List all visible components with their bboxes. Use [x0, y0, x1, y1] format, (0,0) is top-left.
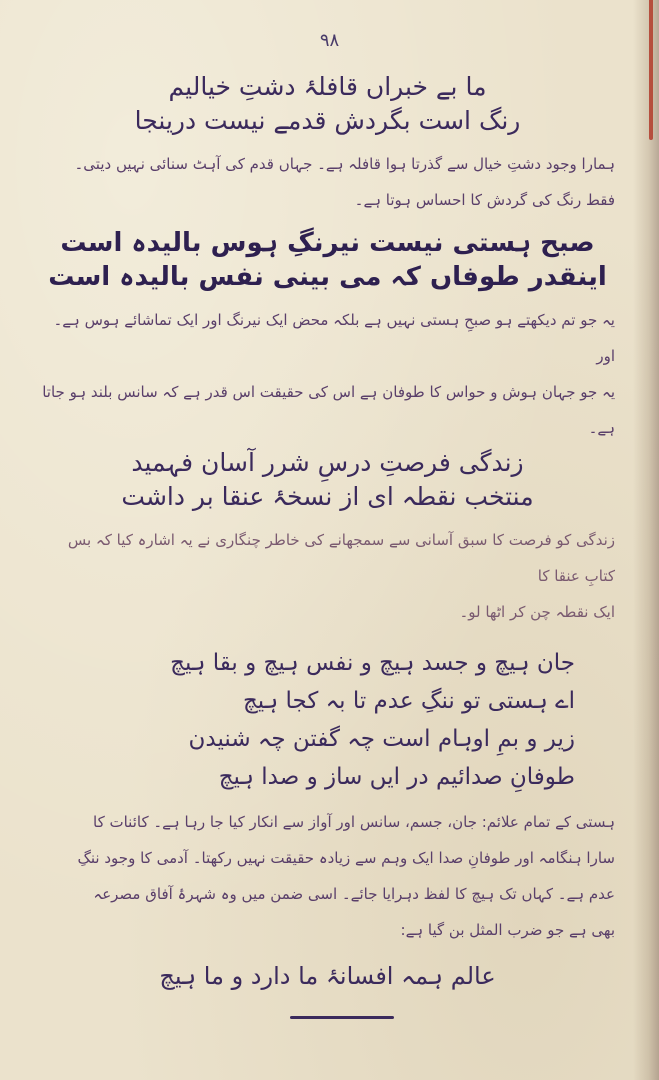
- closing-verse: عالم ہمہ افسانۂ ما دارد و ما ہیچ: [159, 962, 496, 990]
- verse-line: اینقدر طوفاں کہ می بینی نفس بالیدہ است: [48, 262, 607, 292]
- prose-2: [40, 302, 615, 446]
- page-content: [40, 70, 615, 996]
- prose-line: یہ جو جہان ہوش و حواس کا طوفان ہے اس کی حقیقت اس قدر ہے کہ سانس بلند ہو جاتا ہے۔: [42, 383, 615, 437]
- prose-line: زندگی کو فرصت کا سبق آسانی سے سمجھانے کی خاطر چنگاری نے یہ اشارہ کیا کہ بس کتابِ عنقا کا: [67, 531, 615, 585]
- book-spine-shadow: [633, 0, 659, 1080]
- verse-line: زیر و بمِ اوہام است چہ گفتن چہ شنیدن: [188, 726, 575, 752]
- couplet-2: [40, 226, 615, 294]
- end-rule-divider: [290, 1016, 394, 1019]
- prose-line: بھی ہے جو ضرب المثل بن گیا ہے:: [400, 921, 615, 939]
- couplet-1: [40, 70, 615, 138]
- prose-line: ہمارا وجود دشتِ خیال سے گذرتا ہوا قافلہ ہے۔ جہاں قدم کی آہٹ سنائی نہیں دیتی۔: [74, 155, 615, 173]
- verse-line: رنگ است بگردش قدمے نیست درینجا: [134, 106, 521, 135]
- verse-line: منتخب نقطہ ای از نسخۂ عنقا بر داشت: [121, 482, 534, 511]
- prose-line: ہستی کے تمام علائم: جان، جسم، سانس اور آواز سے انکار کیا جا رہا ہے۔ کائنات کا: [93, 813, 615, 831]
- prose-4: [40, 804, 615, 948]
- verse-line: ما بے خبراں قافلۂ دشتِ خیالیم: [168, 72, 487, 101]
- verse-line: طوفانِ صدائیم در ایں ساز و صدا ہیچ: [218, 764, 575, 790]
- prose-line: سارا ہنگامہ اور طوفانِ صدا ایک وہم سے زیادہ حقیقت نہیں رکھتا۔ آدمی کا وجود ننگِ: [77, 849, 615, 867]
- verse-line: صبح ہستی نیست نیرنگِ ہوس بالیدہ است: [60, 228, 595, 258]
- prose-line: فقط رنگ کی گردش کا احساس ہوتا ہے۔: [354, 191, 615, 209]
- prose-line: یہ جو تم دیکھتے ہو صبحِ ہستی نہیں ہے بلکہ محض ایک نیرنگ اور ایک تماشائے ہوس ہے۔ اور: [53, 311, 615, 365]
- bookmark-ribbon: [649, 0, 653, 140]
- prose-1: [40, 146, 615, 218]
- couplet-3: [40, 446, 615, 514]
- page-number: ۹۸: [319, 30, 340, 51]
- verse-line: زندگی فرصتِ درسِ شرر آسان فہمید: [131, 448, 524, 477]
- verse-line: جان ہیچ و جسد ہیچ و نفس ہیچ و بقا ہیچ: [170, 650, 575, 676]
- prose-3: [40, 522, 615, 630]
- quatrain: [40, 644, 615, 796]
- prose-line: عدم ہے۔ کہاں تک ہیچ کا لفظ دہرایا جائے۔ اسی ضمن میں وہ شہرۂ آفاق مصرعہ: [93, 885, 615, 903]
- verse-line: اے ہستی تو ننگِ عدم تا بہ کجا ہیچ: [242, 688, 575, 714]
- prose-line: ایک نقطہ چن کر اٹھا لو۔: [459, 603, 615, 621]
